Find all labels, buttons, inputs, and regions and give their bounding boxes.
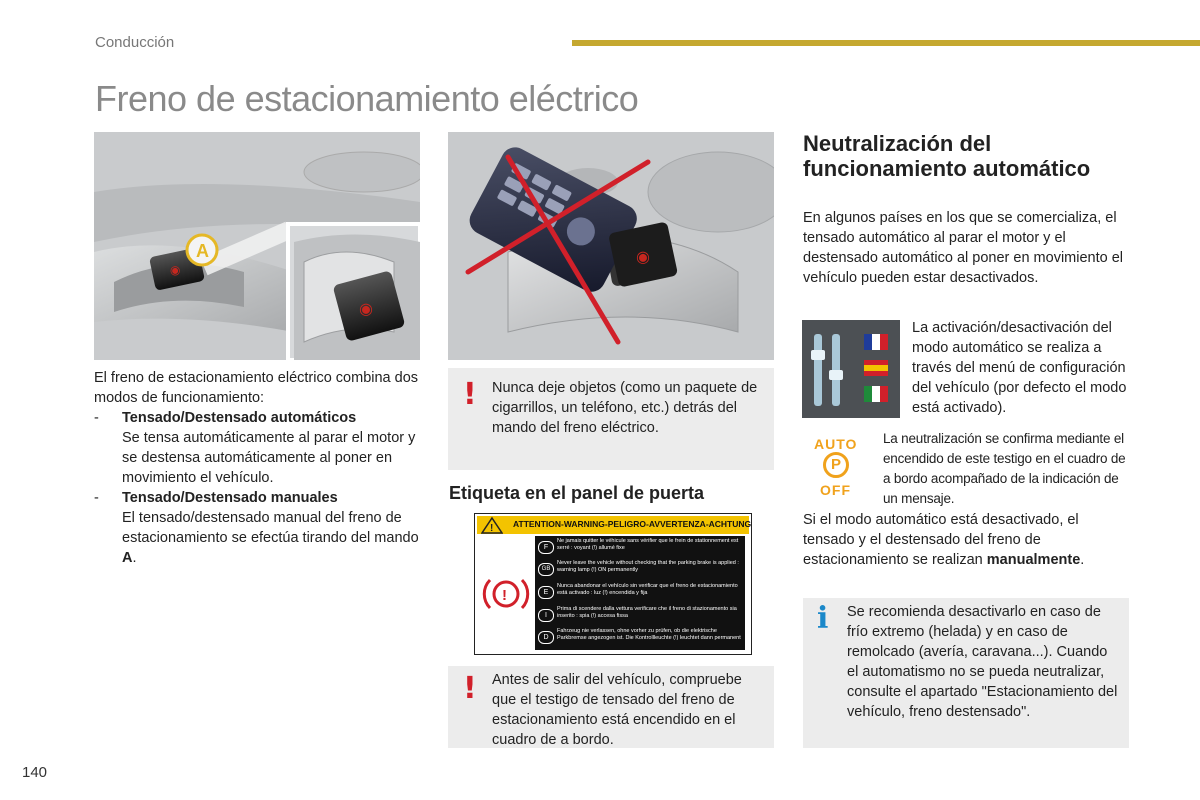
list-item-text: Se tensa automáticamente al parar el motor y se destensa automáticamente al poner en movimiento el vehículo. [122, 430, 416, 486]
page-number: 140 [22, 764, 48, 781]
intro-paragraph: En algunos países en los que se comercializa, el tensado automático al parar el motor y el destensado automático al poner en movimiento el vehículo pueden estar desactivados. [803, 210, 1123, 286]
auto-label: AUTO [814, 436, 858, 452]
list-item-title: Tensado/Destensado automáticos [122, 410, 357, 426]
brake-warning-icon [481, 572, 531, 616]
callout-a-letter: A [196, 241, 209, 261]
section-label: Conducción [95, 34, 175, 51]
auto-p-off-indicator [808, 436, 868, 498]
label-banner-text: ATTENTION-WARNING-PELIGRO-AVVERTENZA-ACHTUNG [513, 519, 752, 529]
config-menu-icon [802, 320, 900, 418]
country-code-badge: I [538, 609, 554, 622]
warning-text: Nunca deje objetos (como un paquete de cigarrillos, un teléfono, etc.) detrás del mando del freno eléctrico. [492, 380, 758, 436]
country-code-badge: E [538, 586, 554, 599]
parking-p-icon [823, 452, 849, 478]
label-row-text: Prima di scendere dalla vettura verificare che il freno di stazionamento sia inserito : spia (!) accesa fissa [557, 606, 737, 619]
label-banner [477, 516, 752, 534]
info-box [803, 598, 1129, 748]
page-title: Freno de estacionamiento eléctrico [95, 78, 639, 119]
brake-switch-illustration [94, 132, 420, 360]
list-item-text: El tensado/destensado manual del freno de estacionamiento se efectúa tirando del mando A. [122, 510, 419, 566]
country-code-badge: D [538, 631, 554, 644]
label-row [535, 604, 745, 626]
label-rows [535, 536, 745, 650]
list-item-manual [94, 488, 420, 568]
label-row-text: Ne jamais quitter le véhicule sans vérifier que le frein de stationnement est serré : voyant (!) allumé fixe [557, 538, 739, 551]
left-column [94, 368, 420, 568]
svg-text:!: ! [502, 587, 507, 604]
label-row [535, 536, 745, 558]
manual-paragraph: Si el modo automático está desactivado, el tensado y el destensado del freno de estacionamiento se realizan manualmente. [803, 512, 1085, 568]
label-row [535, 581, 745, 604]
section-heading: Neutralización del funcionamiento automático [803, 131, 1091, 181]
svg-text:◉: ◉ [359, 299, 373, 318]
info-text: Se recomienda desactivarlo en caso de frío extremo (helada) y en caso de remolcado (avería, caravana...). Cuando el automatismo no se pueda neutralizar, consulte el apartado "Estacionamiento del vehículo, freno destensado". [847, 604, 1118, 720]
warning-icon: ! [463, 671, 477, 706]
settings-menu-illustration [802, 320, 900, 418]
warning-box-objects [448, 368, 774, 470]
no-objects-illustration [448, 132, 774, 360]
label-row [535, 558, 745, 581]
list-dash: - [94, 490, 99, 506]
list-item-automatic [94, 408, 420, 488]
parking-p-letter: P [830, 456, 841, 473]
warning-box-check-lamp [448, 666, 774, 748]
off-label: OFF [820, 482, 851, 498]
door-label-heading: Etiqueta en el panel de puerta [449, 483, 705, 503]
country-code-badge: GB [538, 563, 554, 576]
label-row [535, 626, 745, 650]
list-dash: - [94, 410, 99, 426]
svg-text:◉: ◉ [636, 247, 650, 266]
svg-text:◉: ◉ [170, 263, 181, 277]
door-warning-label [474, 513, 752, 655]
warning-triangle-icon [481, 516, 503, 534]
header-accent-bar [572, 40, 1200, 46]
svg-text:!: ! [490, 523, 494, 534]
intro-text: El freno de estacionamiento eléctrico combina dos modos de funcionamiento: [94, 370, 419, 406]
menu-text: La activación/desactivación del modo automático se realiza a través del menú de configuración del vehículo (por defecto el modo está activado). [912, 320, 1127, 416]
warning-text: Antes de salir del vehículo, compruebe que el testigo de tensado del freno de estacionamiento está encendido en el cuadro de a bordo. [492, 672, 742, 748]
confirm-text: La neutralización se confirma mediante el encendido de este testigo en el cuadro de a bordo acompañado de la indicación de un mensaje. [883, 431, 1126, 506]
country-code-badge: F [538, 541, 554, 554]
figure-brake-switch [94, 132, 420, 360]
info-icon: i [817, 601, 829, 636]
label-row-text: Never leave the vehicle without checking that the parking brake is applied : warning lamp (!) ON permanently [557, 560, 739, 573]
figure-no-objects [448, 132, 774, 360]
label-row-text: Fahrzeug nie verlassen, ohne vorher zu prüfen, ob die elektrische Parkbremse angezogen ist. Die Kontrollleuchte (!) leuchtet dann permanent [557, 628, 741, 641]
warning-icon: ! [463, 377, 477, 412]
list-item-title: Tensado/Destensado manuales [122, 490, 338, 506]
manual-emphasis: manualmente [986, 552, 1081, 568]
label-row-text: Nunca abandonar el vehículo sin verificar que el freno de estacionamiento está activado : luz (!) encendida y fija [557, 583, 738, 596]
